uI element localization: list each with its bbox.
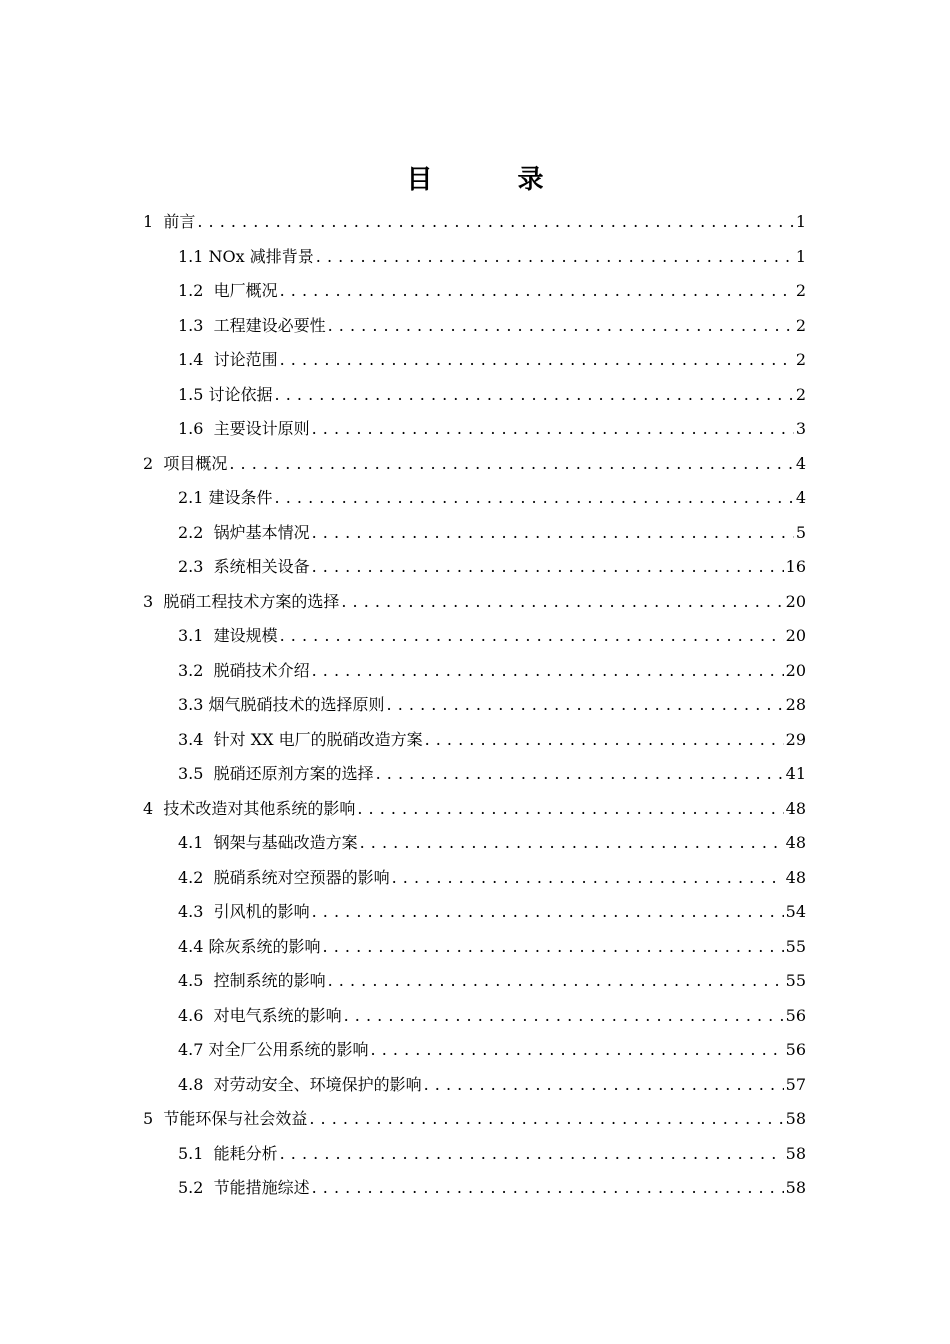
toc-entry-label: 3.3 烟气脱硝技术的选择原则 [178,695,385,714]
toc-leader-dots [360,833,784,853]
toc-entry-label: 5.2 节能措施综述 [178,1178,310,1197]
toc-entry-page-number: 2 [795,281,806,300]
toc-entry-label: 1.5 讨论依据 [178,384,273,404]
toc-entry-7[interactable] [178,409,806,439]
toc-leader-dots [341,592,783,612]
toc-entry-label: 1.2 电厂概况 [178,281,278,300]
toc-entry-page-number: 55 [785,936,806,956]
toc-entry-page-number: 54 [785,902,806,921]
toc-entry-page-number: 20 [785,591,806,611]
toc-leader-dots [371,1040,784,1060]
toc-entry-label: 3.1 建设规模 [178,626,278,645]
toc-entry-label: 1.4 讨论范围 [178,350,278,369]
toc-entry-label: 4.7 对全厂公用系统的影响 [178,1040,369,1059]
toc-leader-dots [309,1109,783,1129]
toc-entry-9[interactable] [178,478,806,508]
toc-entry-12[interactable] [143,582,806,612]
toc-entry-4[interactable] [178,306,806,336]
toc-entry-27[interactable] [143,1099,806,1129]
toc-leader-dots [328,316,794,336]
toc-entry-label: 4.1 钢架与基础改造方案 [178,833,358,852]
toc-entry-page-number: 1 [795,212,806,231]
toc-leader-dots [280,626,784,646]
toc-entry-page-number: 58 [785,1178,806,1197]
toc-entry-label: 4.3 引风机的影响 [178,902,310,921]
toc-leader-dots [312,557,784,577]
toc-entry-label: 4.2 脱硝系统对空预器的影响 [178,867,390,887]
toc-entry-13[interactable] [178,616,806,646]
toc-entry-label: 2.3 系统相关设备 [178,557,310,576]
toc-entry-5[interactable] [178,340,806,370]
toc-leader-dots [229,454,793,474]
toc-entry-label: 3.5 脱硝还原剂方案的选择 [178,764,374,783]
toc-entry-label: 4.8 对劳动安全、环境保护的影响 [178,1074,422,1094]
toc-leader-dots [197,212,793,232]
toc-leader-dots [280,1144,784,1164]
toc-leader-dots [387,695,784,715]
toc-entry-page-number: 56 [785,1005,806,1025]
toc-entry-label: 2 项目概况 [143,453,228,473]
toc-entry-26[interactable] [178,1065,806,1095]
toc-leader-dots [424,1075,784,1095]
toc-entry-label: 1.6 主要设计原则 [178,419,310,438]
toc-entry-page-number: 1 [795,246,806,266]
toc-entry-page-number: 3 [795,419,806,438]
toc-leader-dots [312,661,784,681]
toc-leader-dots [312,419,794,439]
toc-entry-2[interactable] [178,237,806,267]
toc-entry-label: 3 脱硝工程技术方案的选择 [143,591,340,611]
toc-entry-page-number: 2 [795,315,806,335]
toc-entry-page-number: 48 [785,833,806,852]
toc-entry-page-number: 58 [785,1109,806,1128]
toc-entry-page-number: 5 [795,522,806,542]
toc-leader-dots [357,799,783,819]
toc-entry-28[interactable] [178,1134,806,1164]
toc-entry-19[interactable] [178,823,806,853]
toc-entry-page-number: 20 [785,626,806,645]
toc-leader-dots [275,488,794,508]
toc-entry-label: 4.5 控制系统的影响 [178,971,326,990]
toc-entry-label: 3.2 脱硝技术介绍 [178,660,310,680]
toc-leader-dots [275,385,794,405]
toc-entry-page-number: 16 [785,557,806,576]
toc-entry-11[interactable] [178,547,806,577]
toc-title: 目 录 [406,165,582,195]
toc-entry-14[interactable] [178,651,806,681]
toc-entry-label: 1 前言 [143,212,196,231]
toc-entry-1[interactable] [143,202,806,232]
toc-leader-dots [323,937,784,957]
toc-entry-29[interactable] [178,1168,806,1198]
toc-entry-page-number: 20 [785,660,806,680]
toc-entry-page-number: 4 [795,488,806,507]
toc-entry-page-number: 2 [795,350,806,369]
toc-leader-dots [316,247,794,267]
toc-leader-dots [312,902,784,922]
toc-leader-dots [392,868,784,888]
toc-leader-dots [312,1178,784,1198]
toc-entry-label: 4.4 除灰系统的影响 [178,936,321,956]
toc-leader-dots [312,523,794,543]
toc-entry-17[interactable] [178,754,806,784]
toc-entry-24[interactable] [178,996,806,1026]
toc-entry-page-number: 28 [785,695,806,714]
toc-leader-dots [280,350,794,370]
toc-entry-page-number: 48 [785,867,806,887]
toc-entry-3[interactable] [178,271,806,301]
toc-leader-dots [376,764,784,784]
toc-entry-label: 5.1 能耗分析 [178,1143,278,1163]
toc-entry-20[interactable] [178,858,806,888]
toc-entry-label: 3.4 针对 XX 电厂的脱硝改造方案 [178,729,423,749]
toc-entry-18[interactable] [143,789,806,819]
toc-entry-16[interactable] [178,720,806,750]
toc-entry-8[interactable] [143,444,806,474]
toc-entry-10[interactable] [178,513,806,543]
toc-entry-page-number: 56 [785,1040,806,1059]
toc-leader-dots [328,971,784,991]
toc-entry-label: 4.6 对电气系统的影响 [178,1005,342,1025]
toc-entry-page-number: 4 [795,453,806,473]
toc-entry-23[interactable] [178,961,806,991]
toc-entry-21[interactable] [178,892,806,922]
toc-entry-page-number: 58 [785,1143,806,1163]
toc-entry-15[interactable] [178,685,806,715]
toc-entry-label: 1.3 工程建设必要性 [178,315,326,335]
toc-entry-label: 5 节能环保与社会效益 [143,1109,308,1128]
toc-entry-page-number: 57 [785,1074,806,1094]
toc-entry-page-number: 48 [785,798,806,818]
toc-entry-page-number: 29 [785,729,806,749]
toc-entry-6[interactable] [178,375,806,405]
toc-entry-25[interactable] [178,1030,806,1060]
toc-entry-label: 2.2 锅炉基本情况 [178,522,310,542]
toc-entry-label: 2.1 建设条件 [178,488,273,507]
toc-entry-page-number: 41 [785,764,806,783]
toc-entry-page-number: 55 [785,971,806,990]
toc-leader-dots [344,1006,784,1026]
toc-leader-dots [280,281,794,301]
toc-entry-label: 4 技术改造对其他系统的影响 [143,798,356,818]
toc-leader-dots [425,730,784,750]
toc-entry-22[interactable] [178,927,806,957]
toc-entry-page-number: 2 [795,384,806,404]
toc-entry-label: 1.1 NOx 减排背景 [178,246,314,266]
